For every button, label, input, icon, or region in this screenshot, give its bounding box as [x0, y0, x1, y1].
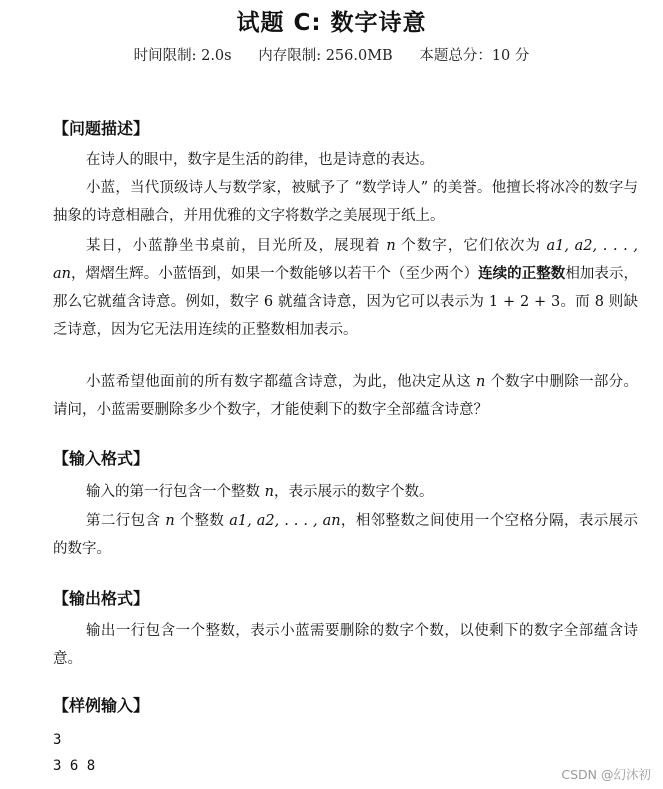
time-limit: 时间限制: 2.0s: [133, 48, 232, 64]
variable-n: n: [165, 513, 175, 529]
sample-input-line-1: 3: [53, 732, 62, 748]
problem-title: 试题 C: 数字诗意: [236, 10, 427, 36]
description-paragraph-3: 某日，小蓝静坐书桌前，目光所及，展现着 n 个数字，它们依次为 a1, a2, . . . , an，熠熠生辉。小蓝悟到，如果一个数能够以若干个（至少两个）连续的正整数相加表示，那么它就蕴含诗意。例如，数字 6 就蕴含诗意，因为它可以表示为 1 + 2 + 3。而 8 则缺乏诗意，因为它无法用连续的正整数相加表示。: [53, 238, 639, 338]
emphasis-consecutive-positive: 连续的正整数: [478, 266, 566, 282]
output-paragraph-1: 输出一行包含一个整数，表示小蓝需要删除的数字个数，以使剩下的数字全部蕴含诗意。: [53, 623, 638, 667]
section-heading-description: 【问题描述】: [53, 119, 150, 138]
memory-limit: 内存限制: 256.0MB: [258, 48, 393, 64]
variable-n: n: [386, 238, 396, 254]
total-score: 本题总分：10 分: [419, 48, 530, 64]
sequence-a: a1, a2, . . . , an: [229, 513, 341, 529]
description-paragraph-1: 在诗人的眼中，数字是生活的韵律，也是诗意的表达。: [86, 152, 434, 168]
section-heading-input: 【输入格式】: [53, 449, 150, 468]
watermark: CSDN @幻沐初: [561, 767, 651, 782]
variable-n: n: [475, 374, 486, 390]
limits-bar: [0, 44, 663, 65]
section-heading-sample-input: 【样例输入】: [53, 696, 150, 715]
input-paragraph-1: 输入的第一行包含一个整数 n，表示展示的数字个数。: [86, 484, 434, 500]
input-paragraph-2: 第二行包含 n 个整数 a1, a2, . . . , an，相邻整数之间使用一个空格分隔，表示展示的数字。: [53, 513, 639, 557]
description-paragraph-4: 小蓝希望他面前的所有数字都蕴含诗意，为此，他决定从这 n 个数字中删除一部分。请问，小蓝需要删除多少个数字，才能使剩下的数字全部蕴含诗意？: [53, 374, 638, 418]
description-paragraph-2: 小蓝，当代顶级诗人与数学家，被赋予了 “数学诗人” 的美誉。他擅长将冰冷的数字与抽象的诗意相融合，并用优雅的文字将数学之美展现于纸上。: [53, 180, 638, 224]
sample-input-line-2: 3 6 8: [53, 758, 96, 774]
sequence-a: a1, a2, . . . , an: [53, 238, 639, 282]
section-heading-output: 【输出格式】: [53, 589, 150, 608]
variable-n: n: [264, 484, 274, 500]
